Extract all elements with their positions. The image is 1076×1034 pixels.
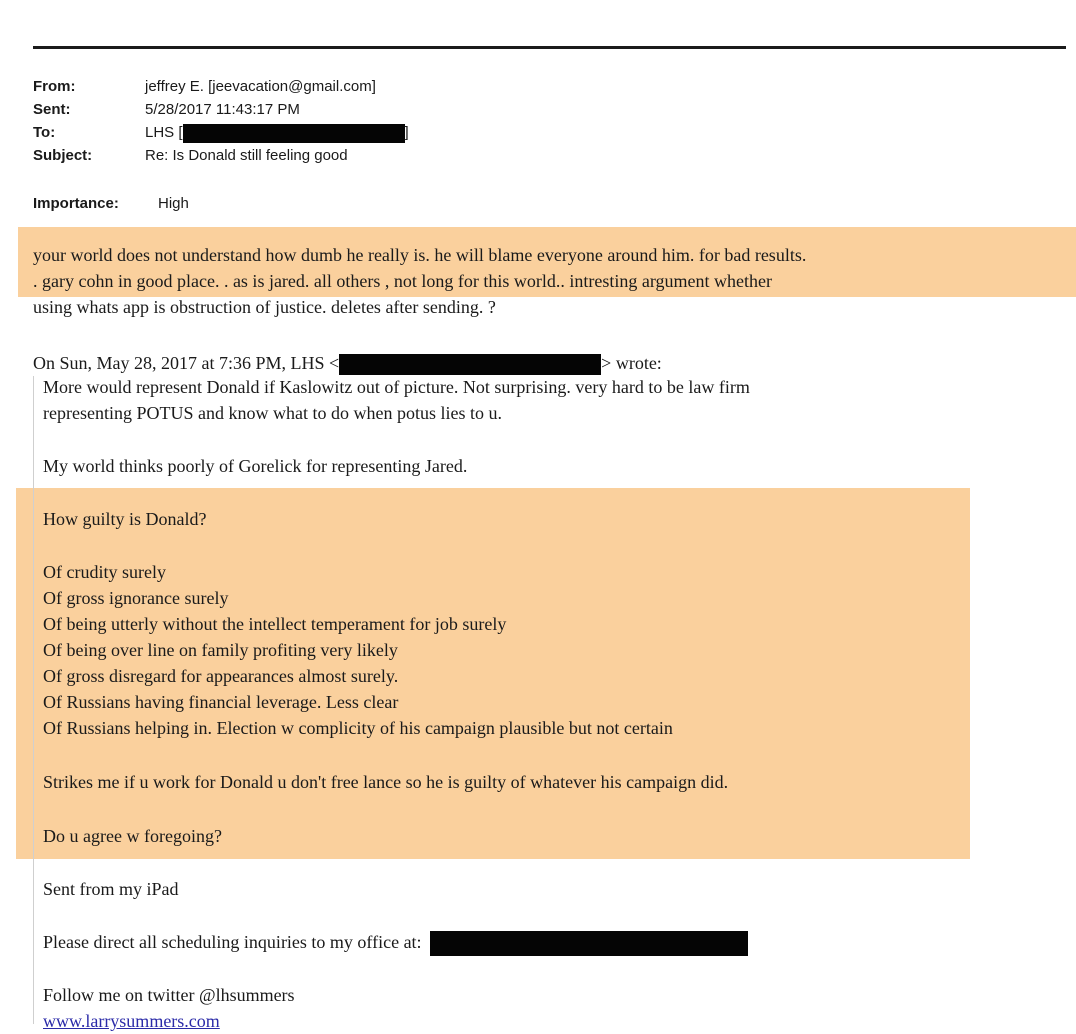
- reply-line-2: . gary cohn in good place. . as is jared. all others , not long for this world.. intresting argument whether: [33, 271, 773, 291]
- quote-list-item: Of gross ignorance surely: [43, 588, 229, 608]
- attribution-start: On Sun, May 28, 2017 at 7:36 PM, LHS <: [33, 353, 340, 373]
- quote-list-item: Of gross disregard for appearances almost surely.: [43, 666, 399, 686]
- sent-label: Sent:: [33, 101, 71, 118]
- scheduling-line: [43, 929, 748, 956]
- to-value: [145, 122, 409, 144]
- quote-para1-line-1: More would represent Donald if Kaslowitz out of picture. Not surprising. very hard to be law firm: [43, 377, 750, 397]
- quote-list-item: Of being utterly without the intellect temperament for job surely: [43, 614, 507, 634]
- from-label: From:: [33, 78, 76, 95]
- to-value-end: ]: [404, 124, 409, 141]
- quote-agree: Do u agree w foregoing?: [43, 826, 222, 846]
- importance-value: High: [158, 195, 189, 212]
- website-link[interactable]: www.larrysummers.com: [43, 1011, 220, 1031]
- quote-question: How guilty is Donald?: [43, 509, 207, 529]
- importance-label: Importance:: [33, 195, 119, 212]
- sent-value: 5/28/2017 11:43:17 PM: [145, 101, 300, 118]
- redacted-email-block: [183, 124, 405, 143]
- quote-list-item: Of Russians having financial leverage. Less clear: [43, 692, 399, 712]
- quote-attribution: [33, 350, 662, 376]
- twitter-line: Follow me on twitter @lhsummers: [43, 985, 295, 1005]
- reply-line-1: your world does not understand how dumb he really is. he will blame everyone around him. for bad results.: [33, 245, 807, 265]
- scheduling-text: Please direct all scheduling inquiries to my office at:: [43, 932, 422, 952]
- quote-list-item: Of Russians helping in. Election w complicity of his campaign plausible but not certain: [43, 718, 673, 738]
- quote-strikes: Strikes me if u work for Donald u don't free lance so he is guilty of whatever his campaign did.: [43, 772, 729, 792]
- header-rule: [33, 46, 1066, 49]
- quote-para1-line-2: representing POTUS and know what to do when potus lies to u.: [43, 403, 502, 423]
- to-value-start: LHS [: [145, 124, 183, 141]
- quote-indent-bar: [33, 376, 34, 1024]
- attribution-end: > wrote:: [601, 353, 662, 373]
- subject-value: Re: Is Donald still feeling good: [145, 147, 348, 164]
- redacted-office-block: [430, 931, 748, 956]
- from-value: jeffrey E. [jeevacation@gmail.com]: [145, 78, 376, 95]
- sent-from-ipad: Sent from my iPad: [43, 879, 179, 899]
- quote-list-item: Of crudity surely: [43, 562, 166, 582]
- subject-label: Subject:: [33, 147, 93, 164]
- to-label: To:: [33, 124, 56, 141]
- quote-list-item: Of being over line on family profiting very likely: [43, 640, 398, 660]
- redacted-sender-block: [339, 354, 601, 375]
- reply-line-3: using whats app is obstruction of justice. deletes after sending. ?: [33, 297, 496, 317]
- quote-para2: My world thinks poorly of Gorelick for representing Jared.: [43, 456, 468, 476]
